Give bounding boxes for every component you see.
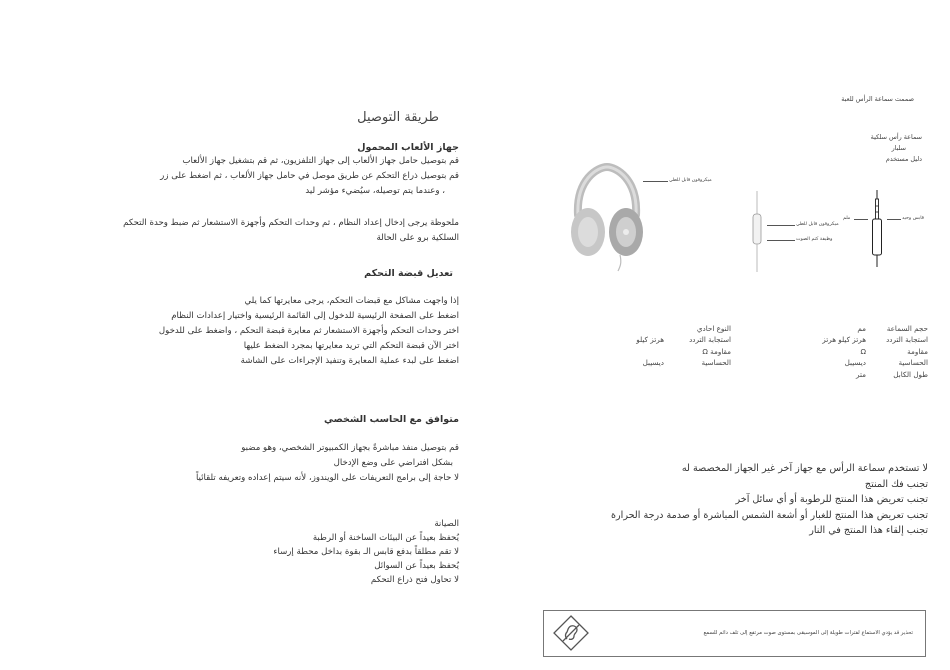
maintenance-line-1: يُحفظ بعيداً عن البيئات الساخنة أو الرطبة [312, 533, 459, 543]
safety-warnings [611, 461, 928, 539]
mm-label: ملم [843, 216, 851, 221]
inline-mic-label: ميكروفون قابل للطي [796, 222, 839, 227]
spec-a-value: متر [856, 369, 866, 379]
spec-b-label: النوع احادي [696, 324, 731, 333]
note-line-1: ملحوظة يرجى إدخال إعداد النظام ، ثم وحدات التحكم وأجهزة الاستشعار ثم ضبط وحدة التحكم [123, 218, 459, 228]
portable-line-3: ، وعندما يتم توصيله، سيُضيء مؤشر ليد [305, 186, 445, 196]
maintenance-title: الصيانة [434, 519, 459, 529]
volume-label: وظيفة كتم الصوت [796, 237, 833, 242]
hearing-caution-text: تحذير قد يؤدي الاستماع لفترات طويلة إلى الموسيقى بمستوى صوت مرتفع إلى تلف دائم للسمع [703, 630, 913, 636]
spec-a-value: Ω [860, 346, 866, 356]
pc-heading: متوافق مع الحاسب الشخصي [324, 414, 459, 425]
plug-leader [887, 219, 901, 220]
spec-b-label: استجابة التردد [689, 335, 731, 345]
warning-line: تجنب تعريض هذا المنتج للغبار أو أشعة الشمس المباشرة أو صدمة درجة الحرارة [611, 509, 928, 521]
specs-a-values [822, 323, 866, 380]
warning-line: تجنب فك المنتج [864, 478, 928, 490]
pc-line-3: لا حاجة إلى برامج التعريفات على الويندوز، لأنه سيتم إعداده وتعريفه تلقائياً [195, 473, 459, 483]
inline-cable-illustration [748, 188, 768, 273]
warning-line: تجنب إلقاء هذا المنتج في النار [809, 525, 928, 536]
controller-line-5: اضغط على لبدء عملية المعايرة وتنفيذ الإجراءات على الشاشة [240, 356, 459, 366]
mic-leader-line [643, 181, 668, 182]
volume-leader [767, 240, 795, 241]
spec-b-value [636, 346, 664, 357]
mm-leader [854, 219, 868, 220]
plug-housing [873, 219, 882, 255]
controller-line-4: اختر الآن قبضة التحكم التي تريد معايرتها بمجرد الضغط عليها [243, 341, 459, 351]
portable-heading: جهاز الألعاب المحمول [357, 142, 459, 153]
specs-b-labels [689, 323, 731, 369]
spec-a-label: مقاومة [907, 346, 928, 356]
warning-line: لا تستخدم سماعة الرأس مع جهاز آخر غير الجهاز المخصصة له [681, 463, 928, 474]
left-earcup-pad [578, 217, 598, 247]
spec-a-value: مم [857, 324, 866, 333]
spec-b-value [636, 323, 664, 334]
headset-cable [618, 255, 621, 271]
portable-line-1: قم بتوصيل حامل جهاز الألعاب إلى جهاز التلفزيون، ثم قم بتشغيل جهاز الألعاب [182, 156, 459, 166]
specs-b-values [636, 323, 664, 369]
maintenance-line-4: لا تحاول فتح ذراع التحكم [370, 575, 459, 585]
spec-b-label: مقاومة Ω [702, 346, 731, 356]
earcup-logo [623, 229, 629, 235]
note-line-2: السلكية برو على الحالة [376, 233, 459, 243]
controller-heading: تعديل قبضة التحكم [364, 268, 453, 279]
inline-mic-leader [767, 225, 795, 226]
specs-a-labels [886, 323, 928, 380]
contents-2: سلبار [891, 144, 906, 152]
spec-a-label: حجم السماعة [886, 324, 928, 333]
headset-illustration [568, 163, 646, 273]
plug-label: قابس وحيد [902, 216, 924, 221]
hearing-caution-box [543, 610, 926, 657]
warning-line: تجنب تعريض هذا المنتج للرطوبة أو أي سائل آخر [735, 494, 928, 505]
spec-a-value: ديسيبل [844, 358, 866, 368]
spec-a-value: هرتز كيلو هرتز [822, 335, 866, 345]
spec-b-value: ديسيبل [642, 358, 664, 368]
spec-a-label: طول الكابل [893, 369, 928, 379]
plug-shaft [876, 199, 879, 219]
mic-label: ميكروفون قابل للطي [669, 178, 712, 183]
spec-a-label: الحساسية [898, 358, 928, 368]
controller-line-3: اختر وحدات التحكم وأجهزة الاستشعار ثم معايرة قبضة التحكم ، واضغط على للدخول [158, 326, 459, 336]
spec-b-value: هرتز كيلو [636, 335, 664, 345]
contents-3: دليل مستخدم [885, 155, 922, 163]
page-title: طريقة التوصيل [357, 110, 439, 125]
pc-line-1: قم بتوصيل منفذ مباشرةً بجهاز الكمبيوتر الشخصي، وهو مضبو [241, 443, 459, 453]
audio-plug-illustration [869, 188, 885, 268]
package-intro: صممت سماعة الرأس للعبة [841, 95, 914, 103]
headband-shape [578, 167, 636, 215]
maintenance-line-2: لا تقم مطلقاً بدفع قابس الـ بقوة بداخل محطة إرساء [273, 547, 459, 557]
controller-line-2: اضغط على الصفحة الرئيسية للدخول إلى القائمة الرئيسية واختيار إعدادات النظام [171, 311, 459, 321]
controller-line-1: إذا واجهت مشاكل مع قبضات التحكم، يرجى معايرتها كما يلي [244, 296, 459, 306]
portable-line-2: قم بتوصيل ذراع التحكم عن طريق موصل في حامل جهاز الألعاب ، ثم اضغط على زر [160, 171, 459, 181]
pc-line-2: بشكل افتراضي على وضع الإدخال [333, 458, 453, 468]
inline-remote [753, 214, 761, 244]
spec-b-label: الحساسية [701, 358, 731, 368]
maintenance-line-3: يُحفظ بعيداً عن السوائل [374, 561, 459, 571]
hearing-warning-icon [552, 614, 590, 652]
contents-1: سماعة رأس سلكية [870, 133, 922, 141]
spec-a-label: استجابة التردد [886, 335, 928, 345]
